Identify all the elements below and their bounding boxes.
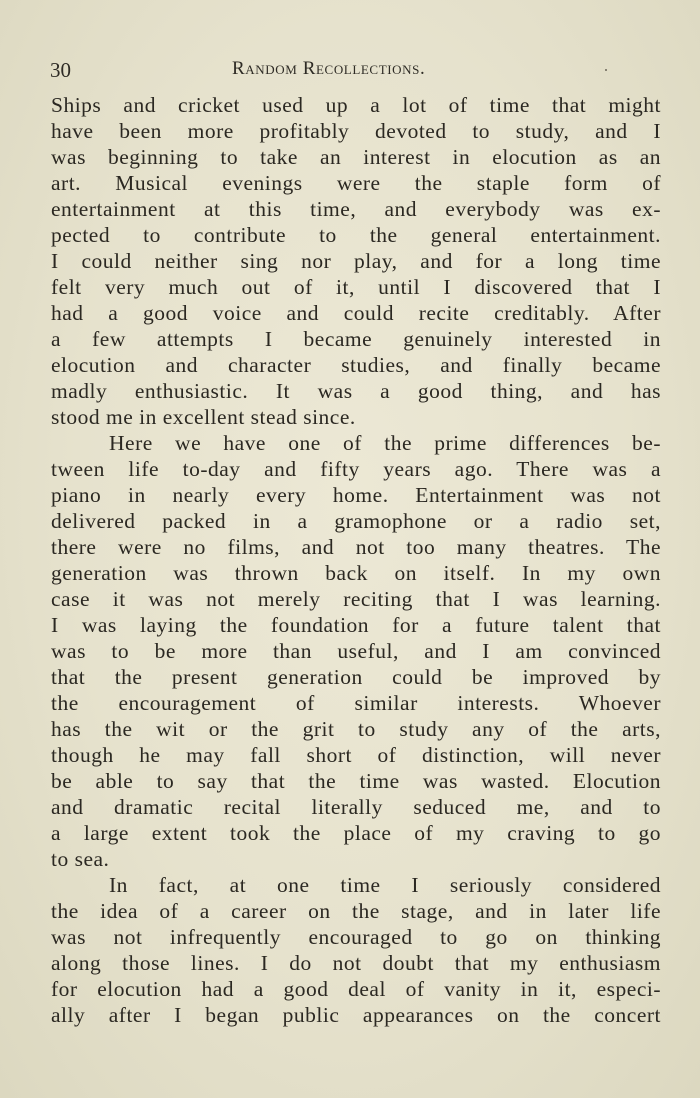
text-line: elocution and character studies, and finally became xyxy=(51,353,661,377)
text-line: was beginning to take an interest in elocution as an xyxy=(51,145,661,169)
text-line: that the present generation could be improved by xyxy=(51,665,661,689)
text-line: piano in nearly every home. Entertainment was not xyxy=(51,483,661,507)
text-line: In fact, at one time I seriously considered xyxy=(109,873,661,897)
text-line: was to be more than useful, and I am convinced xyxy=(51,639,661,663)
text-line: to sea. xyxy=(51,847,110,871)
page-number: 30 xyxy=(50,58,71,82)
text-line: tween life to-day and fifty years ago. There was a xyxy=(51,457,661,481)
print-speck xyxy=(605,69,607,71)
text-line: the encouragement of similar interests. Whoever xyxy=(51,691,661,715)
text-line: entertainment at this time, and everybody was ex- xyxy=(51,197,661,221)
text-line: for elocution had a good deal of vanity in it, especi- xyxy=(51,977,661,1001)
paragraph-2 xyxy=(51,430,661,872)
text-line: generation was thrown back on itself. In my own xyxy=(51,561,661,585)
text-line: felt very much out of it, until I discovered that I xyxy=(51,275,661,299)
text-line: was not infrequently encouraged to go on thinking xyxy=(51,925,661,949)
text-line: had a good voice and could recite creditably. After xyxy=(51,301,661,325)
text-line: I was laying the foundation for a future talent that xyxy=(51,613,661,637)
text-line: art. Musical evenings were the staple form of xyxy=(51,171,661,195)
body-text xyxy=(51,92,661,1028)
text-line: there were no films, and not too many theatres. The xyxy=(51,535,661,559)
text-line: Ships and cricket used up a lot of time that might xyxy=(51,93,661,117)
paragraph-3 xyxy=(51,872,661,1028)
page-header xyxy=(50,56,660,82)
text-line: delivered packed in a gramophone or a radio set, xyxy=(51,509,661,533)
text-line: have been more profitably devoted to study, and I xyxy=(51,119,661,143)
text-line: a large extent took the place of my craving to go xyxy=(51,821,661,845)
running-title: Random Recollections. xyxy=(232,58,426,79)
text-line: I could neither sing nor play, and for a long time xyxy=(51,249,661,273)
text-line: though he may fall short of distinction, will never xyxy=(51,743,661,767)
text-line: a few attempts I became genuinely interested in xyxy=(51,327,661,351)
text-line: along those lines. I do not doubt that my enthusiasm xyxy=(51,951,661,975)
text-line: Here we have one of the prime differences be- xyxy=(109,431,661,455)
text-line: ally after I began public appearances on the concert xyxy=(51,1003,661,1027)
text-line: and dramatic recital literally seduced me, and to xyxy=(51,795,661,819)
text-line: the idea of a career on the stage, and in later life xyxy=(51,899,661,923)
text-line: has the wit or the grit to study any of the arts, xyxy=(51,717,661,741)
text-line: case it was not merely reciting that I was learning. xyxy=(51,587,661,611)
text-line: stood me in excellent stead since. xyxy=(51,405,356,429)
text-line: pected to contribute to the general entertainment. xyxy=(51,223,661,247)
text-line: be able to say that the time was wasted. Elocution xyxy=(51,769,661,793)
text-line: madly enthusiastic. It was a good thing, and has xyxy=(51,379,661,403)
paragraph-1 xyxy=(51,92,661,430)
